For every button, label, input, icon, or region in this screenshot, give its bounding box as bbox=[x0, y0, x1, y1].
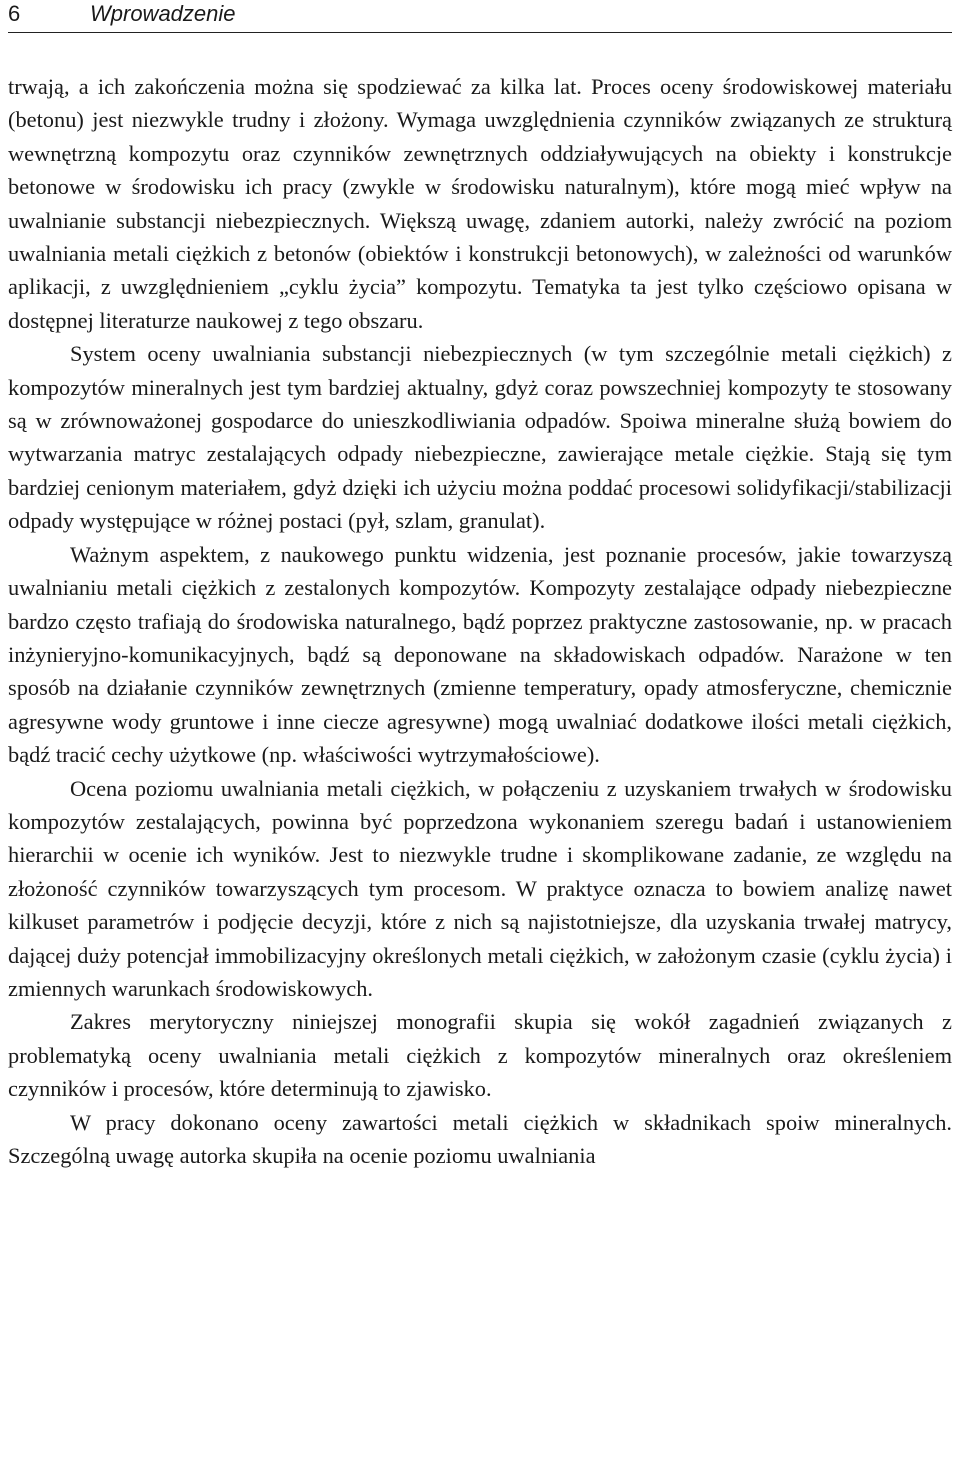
page-number: 6 bbox=[8, 1, 21, 26]
paragraph: Ważnym aspektem, z naukowego punktu widzenia, jest poznanie procesów, jakie towarzyszą uwalnianiu metali ciężkich z zestalonych kompozytów. Kompozyty zestalające odpady niebezpieczne bardzo często trafiają do środowiska naturalnego, bądź poprzez praktyczne zastosowanie, np. w pracach inżynieryjno-komunikacyjnych, bądź są deponowane na składowiskach odpadów. Narażone w ten sposób na działanie czynników zewnętrznych (zmienne temperatury, opady atmosferyczne, chemicznie agresywne wody gruntowe i inne ciecze agresywne) mogą uwalniać dodatkowe ilości metali ciężkich, bądź tracić cechy użytkowe (np. właściwości wytrzymałościowe). bbox=[8, 541, 952, 768]
paragraph: System oceny uwalniania substancji niebezpiecznych (w tym szczególnie metali ciężkich) z kompozytów mineralnych jest tym bardziej aktualny, gdyż coraz powszechniej kompozyty te stosowany są w zrównoważonej gospodarce do unieszkodliwiania odpadów. Spoiwa mineralne służą bowiem do wytwarzania matryc zestalających odpady niebezpieczne, zawierające metale ciężkie. Stają się tym bardziej cenionym materiałem, gdyż dzięki ich użyciu można poddać procesowi solidyfikacji/stabilizacji odpady występujące w różnej postaci (pył, szlam, granulat). bbox=[8, 341, 952, 534]
paragraph: Zakres merytoryczny niniejszej monografii skupia się wokół zagadnień związanych z problematyką oceny uwalniania metali ciężkich z kompozytów mineralnych oraz określeniem czynników i procesów, które determinują to zjawisko. bbox=[8, 1009, 952, 1102]
header-divider bbox=[8, 32, 952, 33]
chapter-title: Wprowadzenie bbox=[90, 1, 236, 26]
body-text bbox=[8, 70, 952, 1172]
paragraph: trwają, a ich zakończenia można się spodziewać za kilka lat. Proces oceny środowiskowej materiału (betonu) jest niezwykle trudny i złożony. Wymaga uwzględnienia czynników związanych ze strukturą wewnętrzną kompozytu oraz czynników zewnętrznych oddziaływujących na obiekty i konstrukcje betonowe w środowisku ich pracy (zwykle w środowisku naturalnym), które mogą mieć wpływ na uwalnianie substancji niebezpiecznych. Większą uwagę, zdaniem autorki, należy zwrócić na poziom uwalniania metali ciężkich z betonów (obiektów i konstrukcji betonowych), w zależności od warunków aplikacji, z uwzględnieniem „cyklu życia” kompozytu. Tematyka ta jest tylko częściowo opisana w dostępnej literaturze naukowej z tego obszaru. bbox=[8, 74, 952, 333]
paragraph: Ocena poziomu uwalniania metali ciężkich, w połączeniu z uzyskaniem trwałych w środowisku kompozytów zestalających, powinna być poprzedzona wykonaniem szeregu badań i ustanowieniem hierarchii w ocenie ich wyników. Jest to niezwykle trudne i skomplikowane zadanie, ze względu na złożoność czynników towarzyszących tym procesom. W praktyce oznacza to bowiem analizę nawet kilkuset parametrów i podjęcie decyzji, które z nich są najistotniejsze, dla uzyskania trwałej matrycy, dającej duży potencjał immobilizacyjny określonych metali ciężkich, w założonym czasie (cyklu życia) i zmiennych warunkach środowiskowych. bbox=[8, 775, 952, 1001]
paragraph: W pracy dokonano oceny zawartości metali ciężkich w składnikach spoiw mineralnych. Szczególną uwagę autorka skupiła na ocenie poziomu uwalniania bbox=[8, 1109, 952, 1168]
running-header bbox=[8, 0, 952, 32]
